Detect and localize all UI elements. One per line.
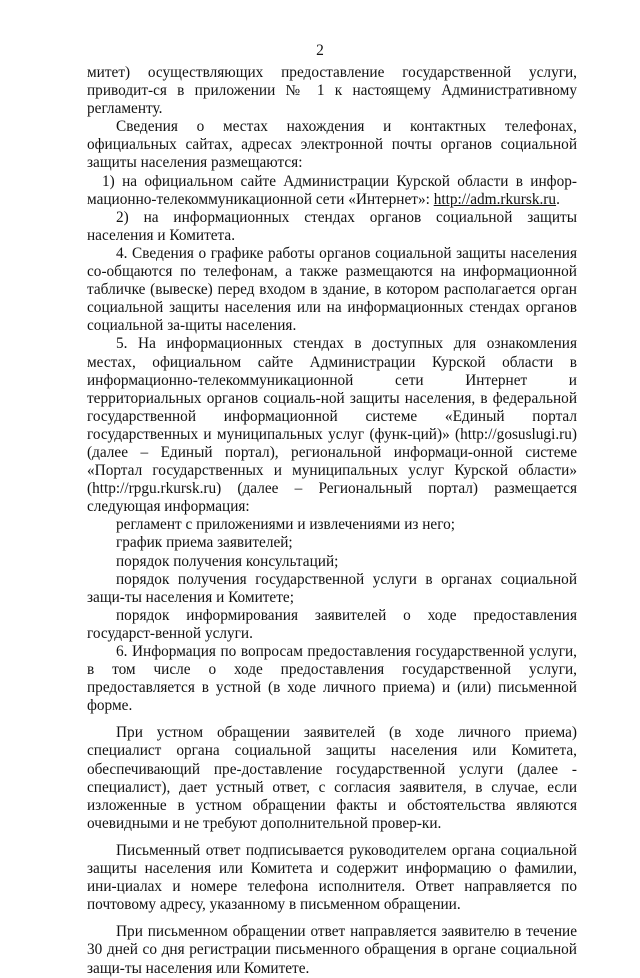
list-item-text: 1) на официальном сайте Администрации Курской области в инфор-мационно-телекоммуникационной сети «Интернет»:	[87, 172, 577, 208]
paragraph: При письменном обращении ответ направляется заявителю в течение 30 дней со дня регистрации письменного обращения в органе социальной защи-ты населения или Комитете.	[87, 923, 577, 977]
paragraph: Сведения о местах нахождения и контактных телефонах, официальных сайтах, адресах электронной почты органов социальной защиты населения размещаются:	[87, 118, 577, 172]
paragraph-list-item	[87, 173, 577, 209]
paragraph: 4. Сведения о графике работы органов социальной защиты населения со-общаются по телефонам, а также размещаются на информационной табличке (вывеске) перед входом в здание, в котором располагается орган социальной защиты населения или на информационных стендах органов социальной за-щиты населения.	[87, 244, 577, 335]
paragraph: 5. На информационных стендах в доступных для ознакомления местах, официальном сайте Администрации Курской области в информационно-телекоммуникационной сети Интернет и территориальных органов социаль-ной защиты населения, в федеральной государственной информационной системе «Единый портал государственных и муниципальных услуг (функ-ций)» (http://gosuslugi.ru) (далее – Единый портал), региональной информаци-онной системе «Портал государственных и муниципальных услуг Курской области» (http://rpgu.rkursk.ru) (далее – Региональный портал) размещается следующая информация:	[87, 335, 577, 516]
paragraph: 6. Информация по вопросам предоставления государственной услуги, в том числе о ходе предоставления государственной услуги, предоставляется в устной (в ходе личного приема) и (или) письменной форме.	[87, 643, 577, 715]
paragraph-list-item: 2) на информационных стендах органов социальной защиты населения и Комитета.	[87, 208, 577, 244]
paragraph: При устном обращении заявителей (в ходе личного приема) специалист органа социальной защиты населения или Комитета, обеспечивающий пре-доставление государственной услуги (далее - специалист), дает устный ответ, с согласия заявителя, в случае, если изложенные в устном обращении факты и обстоятельства являются очевидными и не требуют дополнительной провер-ки.	[87, 724, 577, 832]
paragraph: Письменный ответ подписывается руководителем органа социальной защиты населения или Комитета и содержит информацию о фамилии, ини-циалах и номере телефона исполнителя. Ответ направляется по почтовому адресу, указанному в письменном обращении.	[87, 841, 577, 914]
info-list-item: регламент с приложениями и извлечениями из него;	[116, 516, 456, 534]
info-list-item: порядок получения государственной услуги в органах социальной защи-ты населения и Комитете;	[87, 570, 577, 606]
info-list-item: порядок получения консультаций;	[116, 552, 339, 570]
info-list-item: порядок информирования заявителей о ходе предоставления государст-венной услуги.	[87, 606, 577, 642]
document-body	[87, 64, 577, 978]
admin-site-link[interactable]: http://adm.rkursk.ru	[433, 190, 557, 208]
paragraph: митет) осуществляющих предоставление государственной услуги, приводит-ся в приложении № 1 к настоящему Административному регламенту.	[87, 64, 577, 118]
info-list-item: график приема заявителей;	[116, 534, 293, 552]
list-item-end: .	[556, 190, 560, 208]
page-number: 2	[316, 42, 324, 59]
